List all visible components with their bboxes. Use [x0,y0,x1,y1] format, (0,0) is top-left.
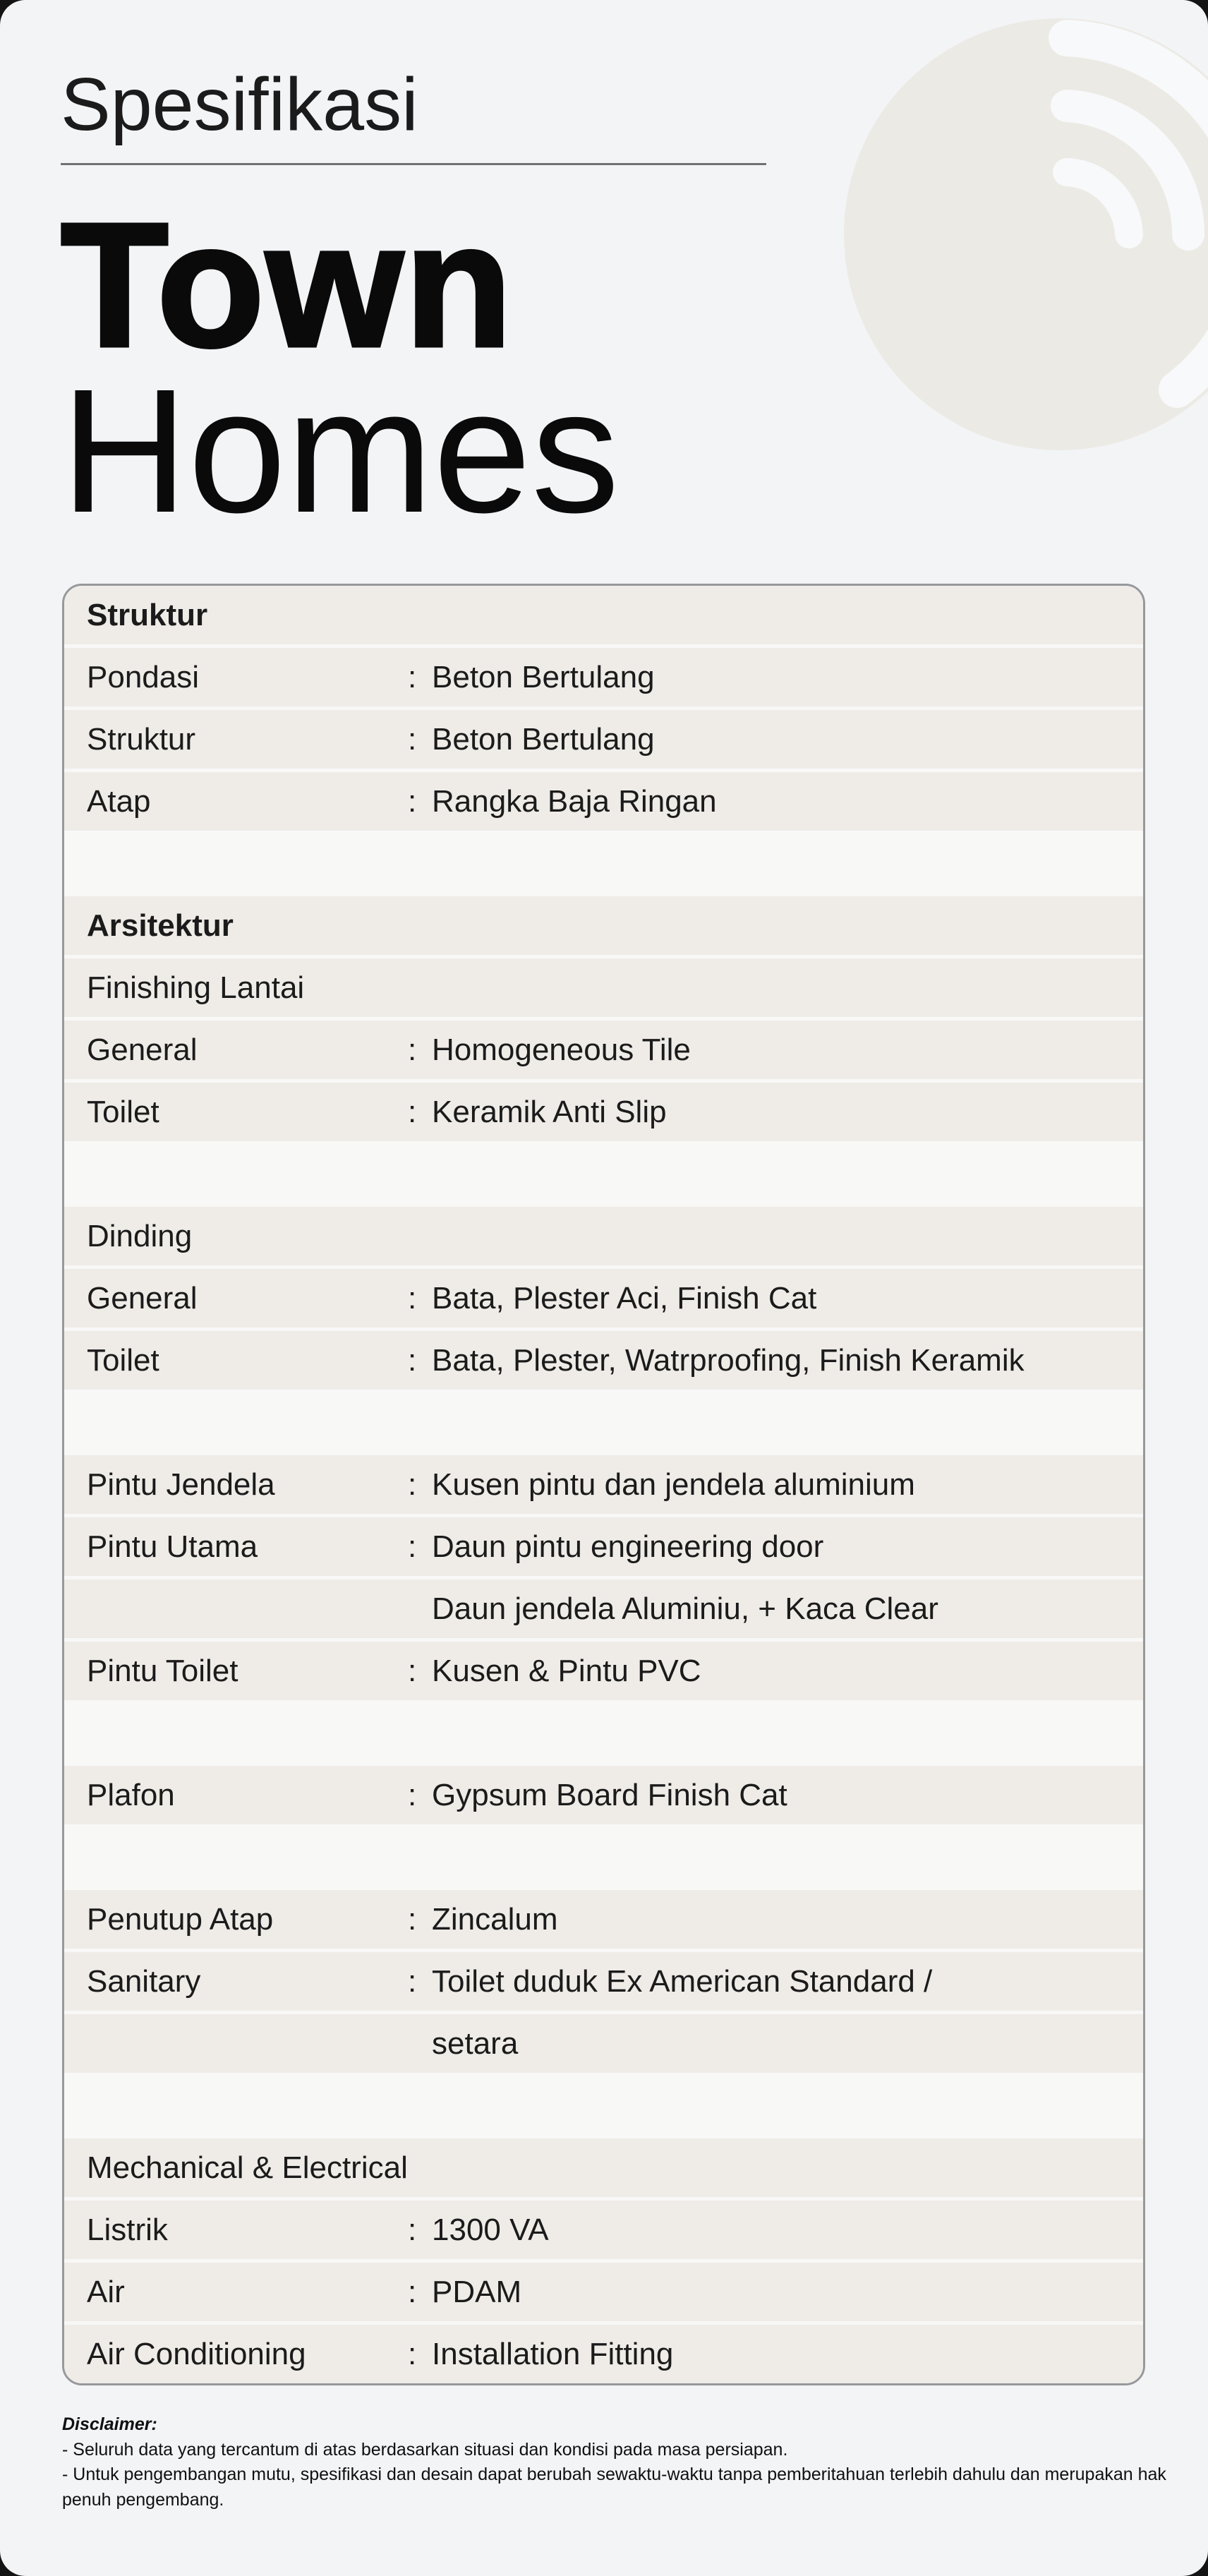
row-label: Toilet [87,1342,159,1378]
row-colon: : [408,783,417,819]
row-value: Homogeneous Tile [432,1032,691,1067]
table-row [64,1766,1143,1824]
table-row [64,772,1143,831]
page-title: Spesifikasi [61,63,418,146]
row-label: Pintu Utama [87,1529,258,1564]
row-label: Struktur [87,597,208,632]
row-colon: : [408,1467,417,1502]
table-row [64,1952,1143,2011]
table-spacer-row [64,1145,1143,1203]
row-value: setara [432,2026,519,2061]
table-row [64,710,1143,769]
table-spacer-row [64,1828,1143,1886]
table-row [64,1642,1143,1700]
row-label: Pintu Jendela [87,1467,275,1502]
table-row [64,2138,1143,2197]
row-label: Pondasi [87,659,200,694]
row-value: PDAM [432,2274,522,2309]
disclaimer-title: Disclaimer: [62,2414,157,2434]
row-value: Installation Fitting [432,2336,674,2371]
row-value: Beton Bertulang [432,721,655,757]
row-label: Air Conditioning [87,2336,306,2371]
disclaimer-line: - Untuk pengembangan mutu, spesifikasi dan desain dapat berubah sewaktu-waktu tanpa pemberitahuan terlebih dahulu dan merupakan hak penuh pengembang. [62,2464,1166,2510]
table-row [64,1579,1143,1638]
row-colon: : [408,2274,417,2309]
table-row [64,586,1143,644]
row-value: Kusen pintu dan jendela aluminium [432,1467,915,1502]
table-row [64,1269,1143,1328]
row-colon: : [408,2336,417,2371]
row-colon: : [408,1777,417,1812]
row-value: Bata, Plester Aci, Finish Cat [432,1280,817,1316]
table-row [64,896,1143,955]
heading-line2: Homes [61,352,620,549]
main-heading [61,186,766,549]
row-value: Daun pintu engineering door [432,1529,824,1564]
table-row [64,648,1143,706]
row-label: Mechanical & Electrical [87,2150,408,2185]
row-colon: : [408,1094,417,1129]
table-row [64,1021,1143,1079]
row-label: Toilet [87,1094,159,1129]
table-row [64,1517,1143,1576]
row-colon: : [408,1280,417,1316]
row-value: Zincalum [432,1901,558,1937]
row-label: General [87,1032,198,1067]
row-colon: : [408,1342,417,1378]
row-label: Arsitektur [87,908,234,943]
table-row [64,2325,1143,2383]
row-colon: : [408,1653,417,1688]
row-value: Kusen & Pintu PVC [432,1653,701,1688]
row-label: Penutup Atap [87,1901,274,1937]
row-value: Gypsum Board Finish Cat [432,1777,787,1812]
disclaimer [62,2412,1171,2512]
row-label: Atap [87,783,151,819]
table-row [64,2014,1143,2073]
row-label: Sanitary [87,1963,201,1999]
row-label: Struktur [87,721,196,757]
row-colon: : [408,1529,417,1564]
row-value: Bata, Plester, Watrproofing, Finish Keramik [432,1342,1025,1378]
row-value: Beton Bertulang [432,659,655,694]
heading-line1: Town [61,186,514,383]
title-underline [61,163,766,165]
row-label: Finishing Lantai [87,970,305,1005]
table-spacer-row [64,834,1143,893]
disclaimer-line: - Seluruh data yang tercantum di atas berdasarkan situasi dan kondisi pada masa persiapan. [62,2439,788,2460]
row-value: 1300 VA [432,2212,549,2247]
brand-logo-icon [834,8,1208,460]
row-label: Dinding [87,1218,193,1253]
table-spacer-row [64,1704,1143,1762]
table-row [64,2201,1143,2259]
table-spacer-row [64,2076,1143,2135]
row-label: General [87,1280,198,1316]
row-label: Pintu Toilet [87,1653,238,1688]
row-value: Keramik Anti Slip [432,1094,667,1129]
spec-table [62,584,1145,2385]
table-row [64,1083,1143,1141]
table-spacer-row [64,1393,1143,1452]
row-colon: : [408,1963,417,1999]
row-label: Air [87,2274,125,2309]
table-row [64,1331,1143,1390]
row-label: Listrik [87,2212,168,2247]
header [61,62,766,549]
row-label: Plafon [87,1777,175,1812]
table-row [64,1890,1143,1949]
row-colon: : [408,1901,417,1937]
row-colon: : [408,1032,417,1067]
table-row [64,958,1143,1017]
row-value: Rangka Baja Ringan [432,783,717,819]
table-row [64,1207,1143,1265]
row-value: Daun jendela Aluminiu, + Kaca Clear [432,1591,938,1626]
table-row [64,1455,1143,1514]
row-colon: : [408,2212,417,2247]
table-row [64,2263,1143,2321]
row-colon: : [408,721,417,757]
row-value: Toilet duduk Ex American Standard / [432,1963,933,1999]
row-colon: : [408,659,417,694]
